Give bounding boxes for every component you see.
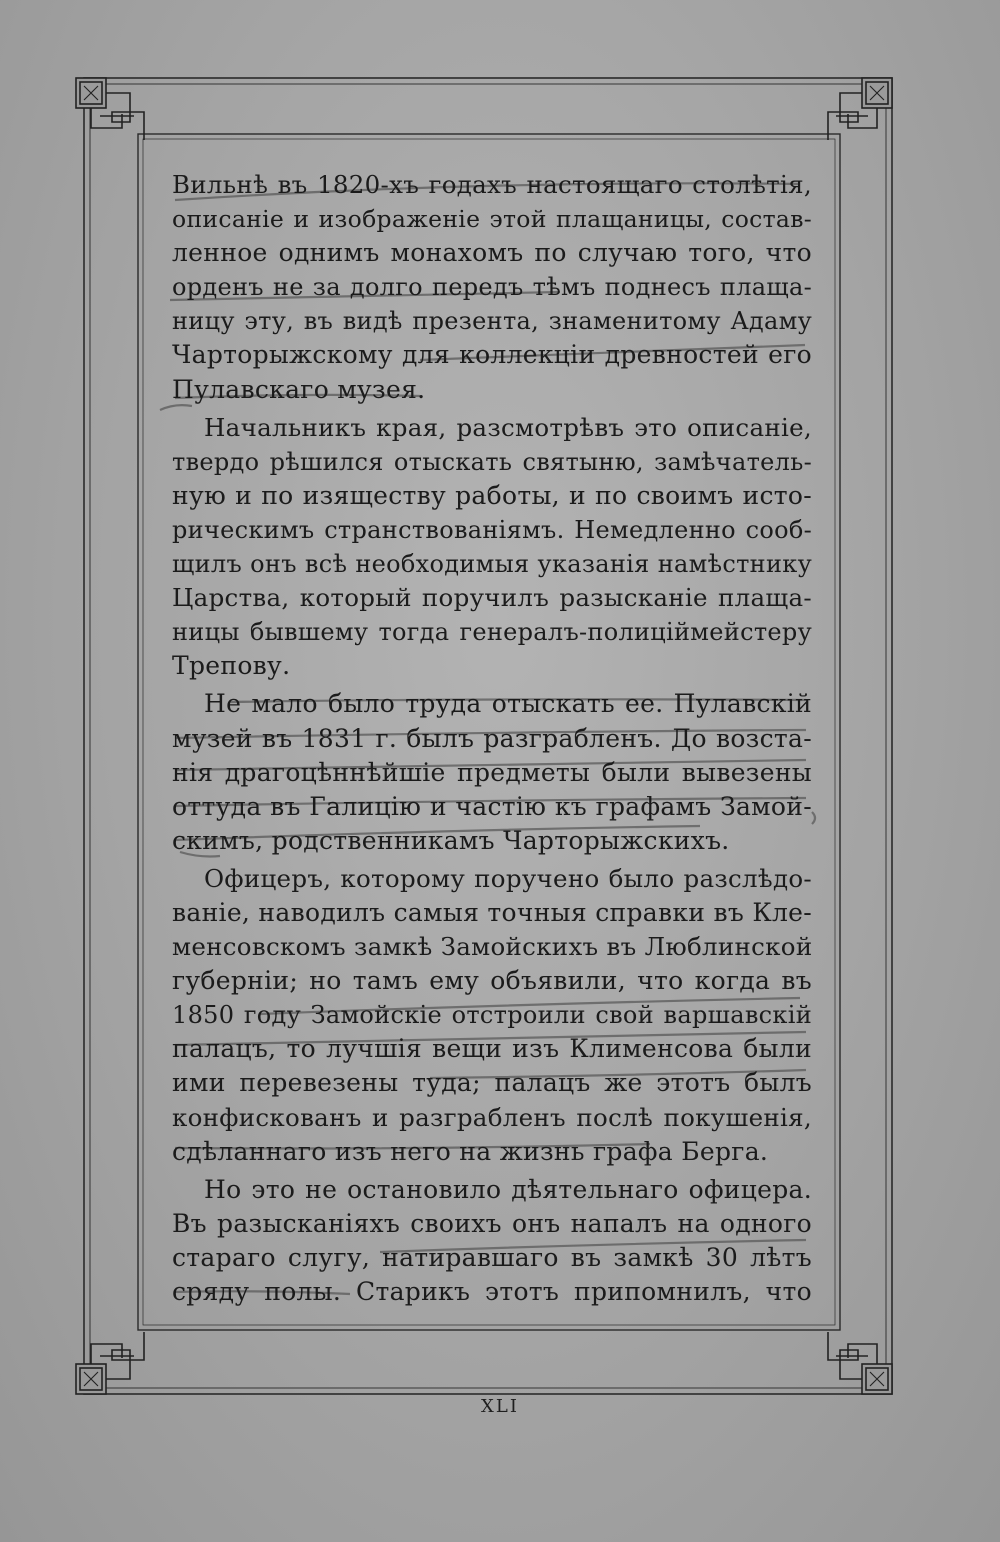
paragraph-4 [172,862,812,1169]
text-line: Но это не остановило дѣятельнаго офицера. [204,1174,812,1204]
paragraph-2 [172,411,812,684]
paragraph-3 [172,687,812,857]
body-text [172,168,812,1313]
text-line: 1850 году Замойскіе отстроили свой варшавскій [172,1001,812,1030]
text-line: сдѣланнаго изъ него на жизнь графа Берга. [172,1136,769,1166]
text-line: Трепову. [172,651,291,681]
text-line: Въ разысканіяхъ своихъ онъ напалъ на одного [172,1208,812,1238]
text-line: стараго слугу, натиравшаго въ замкѣ 30 лѣтъ [172,1242,812,1272]
text-line: твердо рѣшился отыскать святыню, замѣчатель- [172,447,812,476]
text-line: ленное однимъ монахомъ по случаю того, что [172,238,812,268]
corner-ornament-top-left [76,78,144,140]
text-line: оттуда въ Галицію и частію къ графамъ Замой- [172,791,812,821]
text-line: ваніе, наводилъ самыя точныя справки въ Кле- [172,897,812,927]
text-line: скимъ, родственникамъ Чарторыжскихъ. [172,825,730,855]
text-line: музей въ 1831 г. былъ разграбленъ. До возста- [172,723,812,753]
text-line: ницу эту, въ видѣ презента, знаменитому Адаму [172,307,812,336]
text-line: Начальникъ края, разсмотрѣвъ это описаніе, [204,412,812,442]
text-line: Чарторыжскому для коллекціи древностей его [172,340,812,370]
corner-ornament-bottom-left [76,1332,144,1394]
text-line: орденъ не за долго передъ тѣмъ поднесъ плаща- [172,273,812,302]
text-line: ими перевезены туда; палацъ же этотъ былъ [172,1068,812,1098]
text-line: конфискованъ и разграбленъ послѣ покушенія, [172,1102,812,1132]
text-line: Вильнѣ въ 1820-хъ годахъ настоящаго столѣтія, [172,170,812,199]
text-line: сряду полы. Старикъ этотъ припомнилъ, что [172,1277,812,1306]
text-line: Не мало было труда отыскать ее. Пулавскій [204,689,812,719]
text-line: ную и по изяществу работы, и по своимъ исто- [172,480,812,510]
text-line: губерніи; но тамъ ему объявили, что когда въ [172,966,812,996]
text-line: Царства, который поручилъ разысканіе плаща- [172,583,812,613]
paragraph-5 [172,1173,812,1309]
text-line: Пулавскаго музея. [172,374,426,404]
corner-ornament-top-right [828,78,892,140]
text-line: ницы бывшему тогда генералъ-полиціймейстеру [172,618,812,647]
text-line: рическимъ странствованіямъ. Немедленно сооб- [172,515,812,544]
paragraph-1 [172,168,812,407]
text-line: палацъ, то лучшія вещи изъ Клименсова были [172,1034,812,1064]
page-number: XLI [481,1396,519,1417]
text-line: Офицеръ, которому поручено было разслѣдо- [204,863,812,893]
corner-ornament-bottom-right [828,1332,892,1394]
text-line: описаніе и изображеніе этой плащаницы, состав- [172,205,812,234]
text-line: нія драгоцѣннѣйшіе предметы были вывезены [172,757,812,787]
text-line: щилъ онъ всѣ необходимыя указанія намѣстнику [172,550,812,579]
text-line: менсовскомъ замкѣ Замойскихъ въ Люблинской [172,932,813,962]
